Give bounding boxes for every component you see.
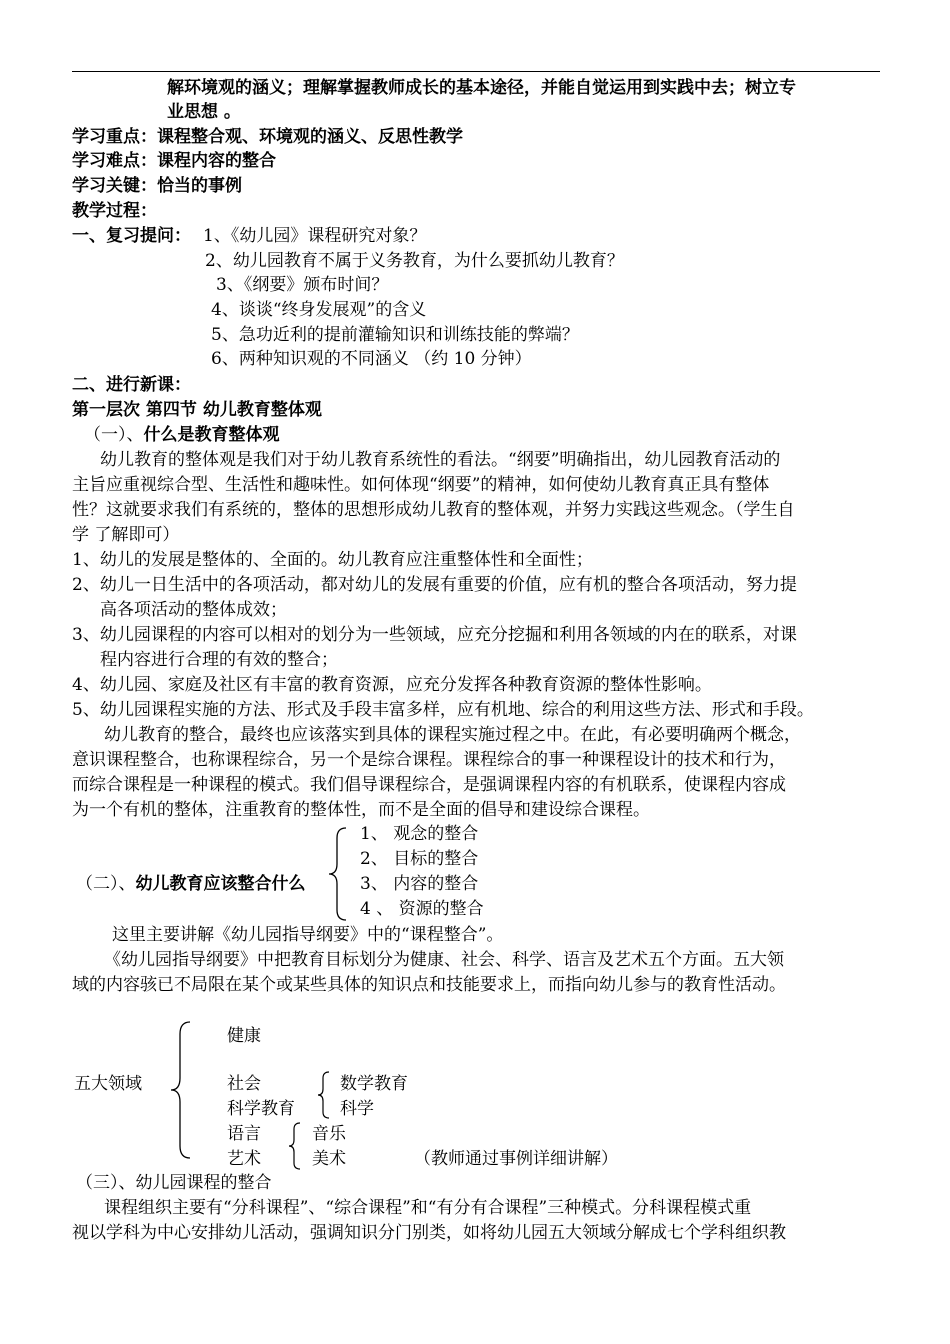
review-question: 6、两种知识观的不同涵义 （约 10 分钟） <box>211 349 532 369</box>
part1-intro-line: 学 了解即可） <box>72 525 180 545</box>
part1-point: 4、幼儿园、家庭及社区有丰富的教育资源，应充分发挥各种教育资源的整体性影响。 <box>72 675 712 695</box>
part1-point-continued: 程内容进行合理的有效的整合； <box>100 650 338 670</box>
part1-point: 2、幼儿一日生活中的各项活动，都对幼儿的发展有重要的价值，应有机的整合各项活动，努力提 <box>72 575 797 595</box>
review-question: 2、幼儿园教育不属于义务教育，为什么要抓幼儿教育？ <box>205 251 624 271</box>
art-sub-item: 音乐 <box>312 1124 346 1144</box>
part1-summary-line: 幼儿教育的整合，最终也应该落实到具体的课程实施过程之中。在此，有必要明确两个概念， <box>104 725 801 745</box>
part2-line: 这里主要讲解《幼儿园指导纲要》中的“课程整合”。 <box>112 925 504 945</box>
science-sub-item: 科学 <box>340 1099 374 1119</box>
study-key-value: 恰当的事例 <box>157 176 242 196</box>
domain-language: 语言 <box>227 1124 261 1144</box>
part2-line: 《幼儿园指导纲要》中把教育目标划分为健康、社会、科学、语言及艺术五个方面。五大领 <box>104 950 784 970</box>
art-sub-item: 美术 <box>312 1149 346 1169</box>
domains-note: （教师通过事例详细讲解） <box>414 1149 618 1169</box>
study-focus-label: 学习重点： <box>72 127 157 147</box>
study-difficulty <box>72 149 276 173</box>
objective-continuation-line-1: 解环境观的涵义；理解掌握教师成长的基本途径，并能自觉运用到实践中去；树立专 <box>167 78 796 98</box>
section-title: 第一层次 第四节 幼儿教育整体观 <box>72 400 322 420</box>
part2-heading-text: 幼儿教育应该整合什么 <box>135 874 306 894</box>
study-difficulty-label: 学习难点： <box>72 151 157 171</box>
part1-intro-line: 性？这就要求我们有系统的，整体的思想形成幼儿教育的整体观，并努力实践这些观念。（学生自 <box>72 500 795 520</box>
science-sub-item: 数学教育 <box>340 1074 408 1094</box>
part3-heading: （三）、幼儿园课程的整合 <box>76 1173 272 1193</box>
top-rule <box>72 71 880 72</box>
part1-intro-line: 主旨应重视综合型、生活性和趣味性。如何体现“纲要”的精神，如何使幼儿教育真正具有整体 <box>72 475 770 495</box>
part2-heading <box>76 872 306 896</box>
domains-brace <box>168 1020 194 1160</box>
domains-root-label: 五大领域 <box>74 1074 142 1094</box>
science-brace <box>316 1070 332 1120</box>
teaching-process-heading: 教学过程： <box>72 201 157 221</box>
part1-heading-text: 什么是教育整体观 <box>143 425 280 445</box>
study-key <box>72 174 242 198</box>
part1-heading-prefix: （一）、 <box>84 425 144 445</box>
review-question: 4、谈谈“终身发展观”的含义 <box>211 300 427 320</box>
part2-brace <box>327 826 349 922</box>
part1-point: 3、幼儿园课程的内容可以相对的划分为一些领域，应充分挖掘和利用各领域的内在的联系，对课 <box>72 625 797 645</box>
study-focus <box>72 125 463 149</box>
integration-item: 2、 目标的整合 <box>360 849 479 869</box>
study-key-label: 学习关键： <box>72 176 157 196</box>
study-difficulty-value: 课程内容的整合 <box>157 151 276 171</box>
integration-item: 3、 内容的整合 <box>360 874 479 894</box>
domain-art: 艺术 <box>227 1149 261 1169</box>
review-question: 3、《纲要》颁布时间？ <box>216 275 389 295</box>
art-brace <box>287 1121 303 1171</box>
review-heading: 一、复习提问： <box>72 226 191 246</box>
new-lesson-heading: 二、进行新课： <box>72 375 191 395</box>
review-question: 5、急功近利的提前灌输知识和训练技能的弊端？ <box>211 325 579 345</box>
part2-heading-prefix: （二）、 <box>76 874 136 894</box>
integration-item: 1、 观念的整合 <box>360 824 479 844</box>
study-focus-value: 课程整合观、环境观的涵义、反思性教学 <box>157 127 463 147</box>
integration-item: 4 、 资源的整合 <box>360 899 484 919</box>
domain-health: 健康 <box>227 1026 261 1046</box>
part1-point: 1、幼儿的发展是整体的、全面的。幼儿教育应注重整体性和全面性； <box>72 550 593 570</box>
part1-intro-line: 幼儿教育的整体观是我们对于幼儿教育系统性的看法。“纲要”明确指出，幼儿园教育活动的 <box>100 450 781 470</box>
part3-line: 视以学科为中心安排幼儿活动，强调知识分门别类，如将幼儿园五大领域分解成七个学科组织教 <box>72 1223 786 1243</box>
part1-summary-line: 意识课程整合，也称课程综合，另一个是综合课程。课程综合的事一种课程设计的技术和行为， <box>72 750 786 770</box>
domain-science: 科学教育 <box>227 1099 295 1119</box>
part1-summary-line: 而综合课程是一种课程的模式。我们倡导课程综合，是强调课程内容的有机联系，使课程内容成 <box>72 775 786 795</box>
part1-point-continued: 高各项活动的整体成效； <box>100 600 287 620</box>
part1-point: 5、幼儿园课程实施的方法、形式及手段丰富多样，应有机地、综合的利用这些方法、形式和手段。 <box>72 700 814 720</box>
part2-line: 域的内容骇已不局限在某个或某些具体的知识点和技能要求上，而指向幼儿参与的教育性活动。 <box>72 975 786 995</box>
part3-line: 课程组织主要有“分科课程”、“综合课程”和“有分有合课程”三种模式。分科课程模式重 <box>104 1198 752 1218</box>
part1-summary-line: 为一个有机的整体，注重教育的整体性，而不是全面的倡导和建设综合课程。 <box>72 800 650 820</box>
objective-continuation-line-2: 业思想 。 <box>167 102 241 122</box>
domain-social: 社会 <box>227 1074 261 1094</box>
part1-heading <box>84 423 280 447</box>
review-question: 1、《幼儿园》课程研究对象？ <box>203 226 427 246</box>
